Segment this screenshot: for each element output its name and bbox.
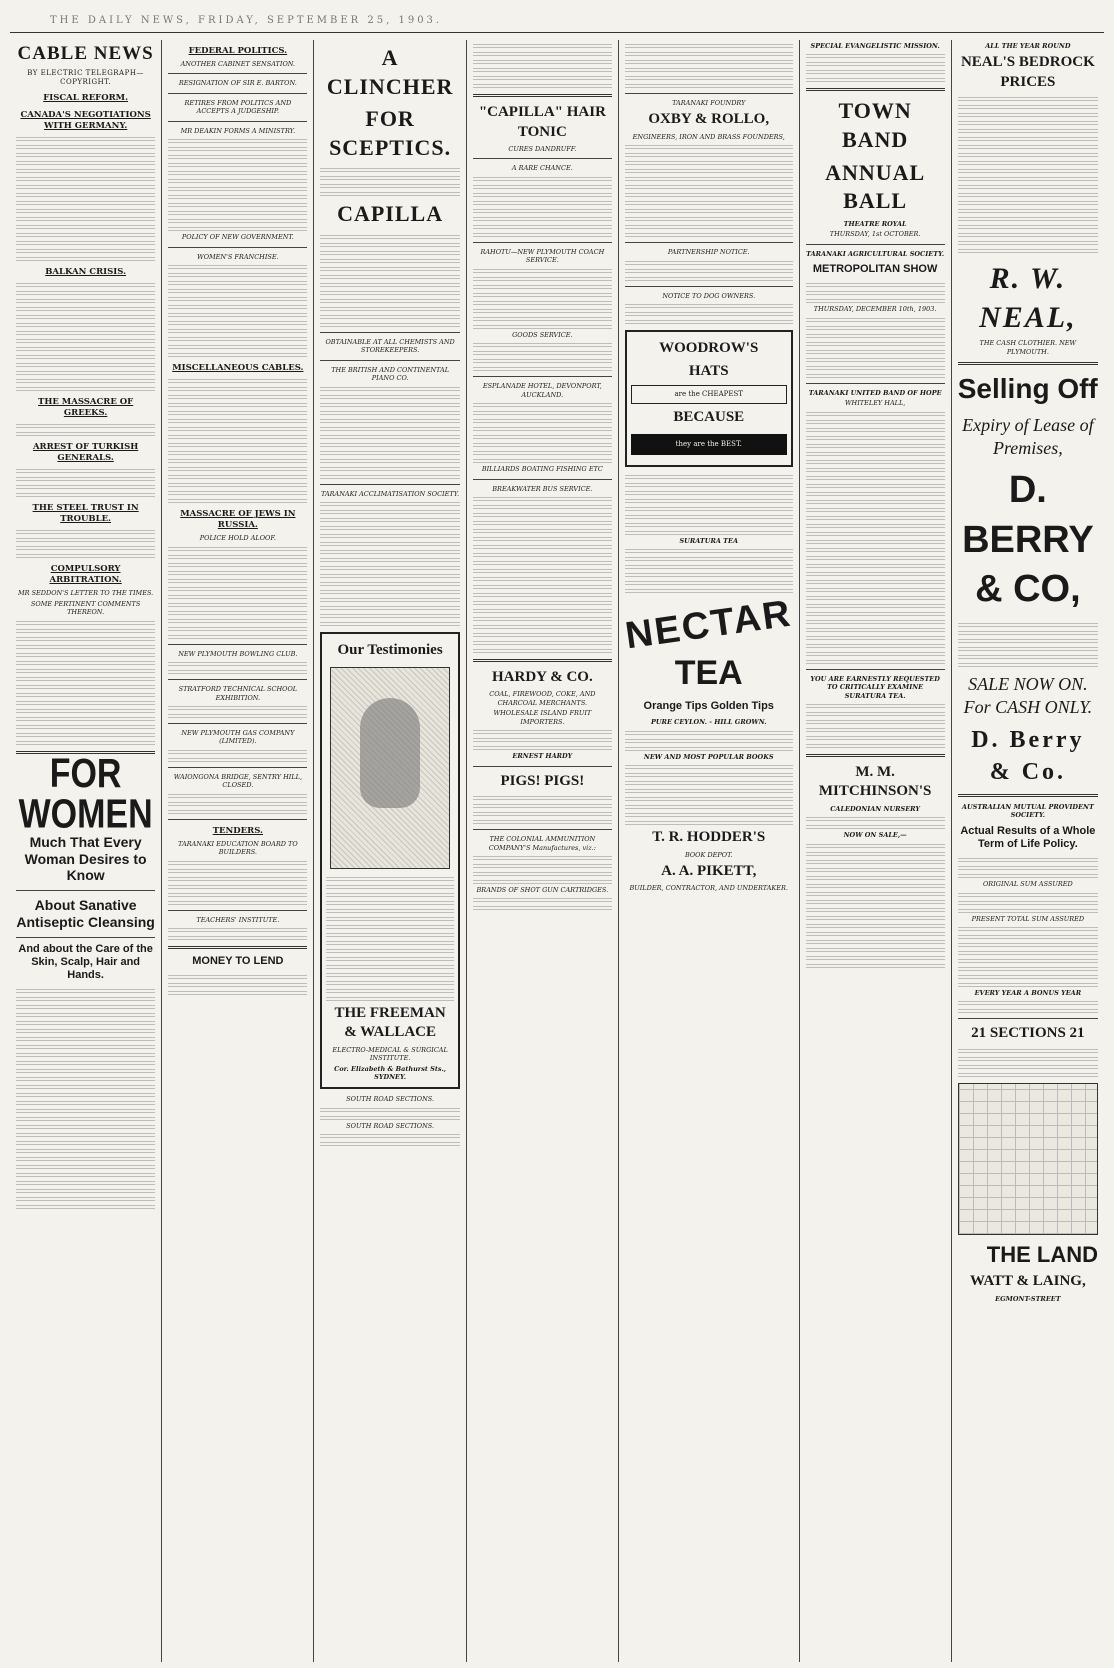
bedrock-prices-heading: NEAL'S BEDROCK PRICES — [960, 54, 1095, 90]
retires-heading: RETIRES FROM POLITICS AND ACCEPTS A JUDGESHIP. — [184, 98, 292, 116]
cures-text: CURES DANDRUFF. — [508, 145, 577, 153]
jews-heading: MASSACRE OF JEWS IN RUSSIA. — [180, 509, 296, 531]
sections-heading: 21 SECTIONS 21 — [971, 1025, 1085, 1042]
teachers-heading: TEACHERS' INSTITUTE. — [196, 915, 280, 924]
arrest-heading: ARREST OF TURKISH GENERALS. — [32, 442, 139, 464]
partnership-heading: PARTNERSHIP NOTICE. — [667, 248, 750, 257]
education-heading: TARANAKI EDUCATION BOARD TO BUILDERS. — [178, 839, 298, 857]
woodrow-heading: WOODROW'S — [659, 340, 759, 357]
fiscal-heading: FISCAL REFORM. — [43, 92, 129, 103]
caledonian-heading: CALEDONIAN NURSERY — [830, 804, 921, 813]
watt-laing-heading: WATT & LAING, — [970, 1273, 1086, 1290]
sceptics-heading: FOR SCEPTICS. — [329, 106, 452, 160]
police-heading: POLICE HOLD ALOOF. — [199, 534, 276, 543]
coal-text: COAL, FIREWOOD, COKE, AND CHARCOAL MERCHANTS. — [489, 690, 596, 707]
earnest-text: YOU ARE EARNESTLY REQUESTED TO CRITICALLY EXAMINE SURATURA TEA. — [810, 674, 940, 700]
obtainable-text: OBTAINABLE AT ALL CHEMISTS AND STOREKEEPERS. — [325, 337, 455, 355]
tips-heading: Orange Tips Golden Tips — [643, 699, 774, 712]
column-5 — [619, 40, 800, 1662]
sale-now-on-text: SALE NOW ON. For CASH ONLY. — [963, 673, 1093, 718]
the-land-heading: THE LAND — [986, 1241, 1098, 1267]
arbitration-heading: COMPULSORY ARBITRATION. — [49, 564, 122, 586]
colonial-text: THE COLONIAL AMMUNITION COMPANY'S Manufactures, viz.: — [488, 835, 596, 852]
oxby-heading: OXBY & ROLLO, — [648, 111, 770, 128]
amp-heading: AUSTRALIAN MUTUAL PROVIDENT SOCIETY. — [961, 802, 1094, 820]
clincher-heading: A CLINCHER — [326, 45, 454, 99]
popular-books-heading: NEW AND MOST POPULAR BOOKS — [643, 752, 774, 761]
present-total-text: PRESENT TOTAL SUM ASSURED — [971, 914, 1085, 923]
money-heading: MONEY TO LEND — [192, 955, 284, 968]
best-text: they are the BEST. — [631, 434, 787, 455]
ernest-text: ERNEST HARDY — [512, 752, 573, 761]
sydney-text: Cor. Elizabeth & Bathurst Sts., SYDNEY. — [334, 1064, 447, 1081]
tenders-heading: TENDERS. — [212, 825, 263, 836]
much-heading: Much That Every Woman Desires to Know — [24, 833, 147, 884]
policy-heading: POLICY OF NEW GOVERNMENT. — [181, 233, 294, 242]
clothier-text: THE CASH CLOTHIER. NEW PLYMOUTH. — [979, 339, 1077, 356]
theatre-text: THEATRE ROYAL — [843, 219, 907, 228]
column-3 — [314, 40, 466, 1662]
piano-heading: THE BRITISH AND CONTINENTAL PIANO CO. — [331, 365, 450, 383]
deakin-heading: MR DEAKIN FORMS A MINISTRY. — [180, 126, 296, 135]
rahotu-heading: RAHOTU—NEW PLYMOUTH COACH SERVICE. — [480, 247, 605, 265]
dog-heading: NOTICE TO DOG OWNERS. — [662, 291, 756, 300]
seddon-heading: MR SEDDON'S LETTER TO THE TIMES. — [17, 589, 154, 598]
steel-heading: THE STEEL TRUST IN TROUBLE. — [32, 503, 139, 525]
federal-heading: FEDERAL POLITICS. — [188, 46, 288, 56]
balkan-heading: BALKAN CRISIS. — [45, 267, 127, 278]
hardy-heading: HARDY & CO. — [492, 668, 593, 685]
annual-ball-heading: ANNUAL BALL — [825, 159, 926, 214]
column-4 — [467, 40, 619, 1662]
metropolitan-heading: METROPOLITAN SHOW — [812, 263, 938, 276]
nectar-heading: NECTAR — [622, 592, 795, 658]
show-date-text: THURSDAY, DECEMBER 10th, 1903. — [813, 305, 937, 314]
bowling-heading: NEW PLYMOUTH BOWLING CLUB. — [178, 649, 298, 658]
brands-text: BRANDS OF SHOT GUN CARTRIDGES. — [476, 886, 609, 894]
masthead — [10, 8, 1104, 33]
pigs-heading: PIGS! PIGS! — [500, 772, 585, 789]
engineers-text: ENGINEERS, IRON AND BRASS FOUNDERS, — [632, 132, 785, 141]
results-heading: Actual Results of a Whole Term of Life Policy. — [960, 824, 1096, 850]
because-heading: BECAUSE — [673, 409, 745, 426]
ball-date-text: THURSDAY, 1st OCTOBER. — [829, 230, 921, 239]
massacre-heading: THE MASSACRE OF GREEKS. — [38, 397, 134, 419]
cable-news-title: CABLE NEWS — [17, 43, 154, 64]
electro-text: ELECTRO-MEDICAL & SURGICAL INSTITUTE. — [332, 1045, 448, 1063]
builder-text: BUILDER, CONTRACTOR, AND UNDERTAKER. — [629, 884, 788, 893]
mission-heading: SPECIAL EVANGELISTIC MISSION. — [810, 42, 940, 50]
column-1 — [10, 40, 162, 1662]
hair-tonic-heading: "CAPILLA" HAIR TONIC — [478, 104, 606, 140]
masthead-text: THE DAILY NEWS, FRIDAY, SEPTEMBER 25, 1903. — [50, 14, 443, 26]
cheapest-text: are the CHEAPEST — [631, 385, 787, 404]
freeman-heading: THE FREEMAN & WALLACE — [334, 1004, 446, 1041]
cable-kicker: BY ELECTRIC TELEGRAPH—COPYRIGHT. — [27, 68, 144, 86]
agricultural-heading: TARANAKI AGRICULTURAL SOCIETY. — [806, 249, 945, 258]
column-7 — [952, 40, 1104, 1662]
hodder-heading: T. R. HODDER'S — [652, 829, 766, 846]
testimonies-heading: Our Testimonies — [337, 642, 443, 659]
expiry-text: Expiry of Lease of Premises, — [962, 414, 1094, 459]
antiseptic-heading: About Sanative Antiseptic Cleansing — [16, 897, 155, 930]
whiteley-text: WHITELEY HALL, — [844, 399, 906, 408]
suratura-heading: SURATURA TEA — [679, 536, 738, 545]
pure-ceylon-text: PURE CEYLON. - HILL GROWN. — [651, 718, 767, 727]
breakwater-heading: BREAKWATER BUS SERVICE. — [492, 484, 593, 493]
goods-heading: GOODS SERVICE. — [512, 330, 573, 339]
on-sale-text: NOW ON SALE,— — [843, 831, 907, 840]
selling-off-heading: Selling Off — [957, 373, 1098, 405]
resign-heading: RESIGNATION OF SIR E. BARTON. — [178, 79, 297, 88]
testimonies-ad — [320, 632, 459, 1089]
stratford-heading: STRATFORD TECHNICAL SCHOOL EXHIBITION. — [178, 685, 298, 702]
tea-heading: TEA — [674, 653, 743, 692]
for-women-heading: FOR WOMEN — [18, 750, 153, 837]
sensation-heading: ANOTHER CABINET SENSATION. — [180, 60, 296, 69]
bridge-heading: WAIONGONA BRIDGE, SENTRY HILL, CLOSED. — [173, 772, 303, 790]
berry-co-heading: D. Berry & Co. — [971, 727, 1085, 785]
wholesale-text: WHOLESALE ISLAND FRUIT IMPORTERS. — [493, 709, 592, 726]
column-6 — [800, 40, 952, 1662]
rare-chance-heading: A RARE CHANCE. — [511, 164, 573, 173]
neal-heading: R. W. NEAL, — [979, 262, 1077, 335]
franchise-heading: WOMEN'S FRANCHISE. — [197, 252, 279, 261]
esplanade-heading: ESPLANADE HOTEL, DEVONPORT, AUCKLAND. — [482, 382, 602, 399]
gas-heading: NEW PLYMOUTH GAS COMPANY (LIMITED). — [181, 729, 295, 746]
south-road-heading-1: SOUTH ROAD SECTIONS. — [346, 1095, 435, 1104]
band-of-hope-heading: TARANAKI UNITED BAND OF HOPE — [808, 388, 942, 397]
comments-heading: SOME PERTINENT COMMENTS THEREON. — [30, 599, 141, 617]
town-band-heading: TOWN BAND — [838, 98, 912, 153]
bonus-year-text: EVERY YEAR A BONUS YEAR — [974, 988, 1082, 997]
column-2 — [162, 40, 314, 1662]
portrait-image — [330, 667, 449, 869]
misc-heading: MISCELLANEOUS CABLES. — [172, 363, 304, 374]
canada-heading: CANADA'S NEGOTIATIONS WITH GERMANY. — [20, 109, 151, 131]
original-sum-text: ORIGINAL SUM ASSURED — [982, 880, 1073, 889]
land-map-image — [958, 1083, 1098, 1235]
pikett-heading: A. A. PIKETT, — [661, 862, 757, 879]
book-depot-text: BOOK DEPOT. — [684, 850, 733, 859]
all-year-heading: ALL THE YEAR ROUND — [985, 42, 1071, 50]
columns — [10, 40, 1104, 1662]
egmont-text: EGMONT-STREET — [995, 1294, 1061, 1303]
acclimatisation-heading: TARANAKI ACCLIMATISATION SOCIETY. — [320, 489, 460, 498]
berry-heading: D. BERRY & CO, — [962, 469, 1094, 611]
billiards-text: BILLIARDS BOATING FISHING ETC — [481, 465, 603, 474]
woodrow-ad — [625, 330, 793, 467]
hats-heading: HATS — [688, 362, 729, 379]
care-heading: And about the Care of the Skin, Scalp, Hair and Hands. — [18, 942, 153, 982]
mitchinson-heading: M. M. MITCHINSON'S — [818, 763, 932, 800]
capilla-heading: CAPILLA — [337, 201, 444, 227]
south-road-heading-2: SOUTH ROAD SECTIONS. — [346, 1121, 435, 1130]
foundry-heading: TARANAKI FOUNDRY — [672, 99, 746, 107]
